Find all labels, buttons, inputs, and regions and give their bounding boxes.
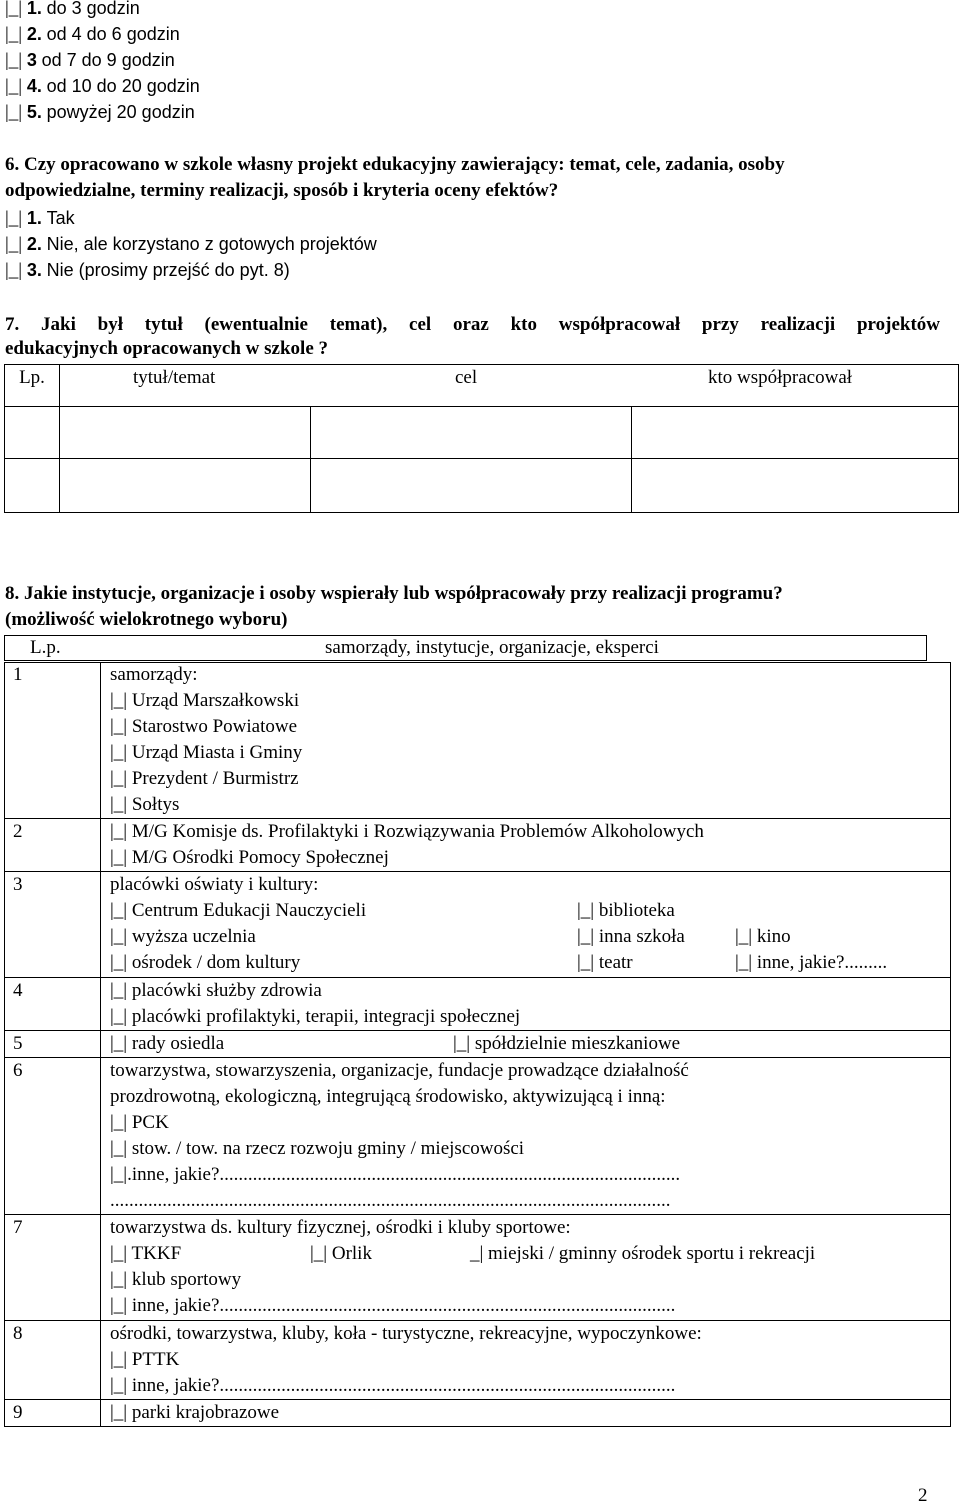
- q5-option-1[interactable]: [5, 0, 140, 20]
- checkbox-option[interactable]: |_| TKKF: [110, 1243, 182, 1264]
- row-divider: [4, 1399, 951, 1400]
- checkbox[interactable]: |_|: [5, 0, 23, 19]
- option-number: 5.: [26, 102, 42, 122]
- row-number: 2: [13, 821, 23, 842]
- row-number: 8: [13, 1323, 23, 1344]
- row-number: 1: [13, 664, 23, 685]
- col-header-who: kto współpracował: [708, 367, 853, 388]
- checkbox-option[interactable]: |_| spółdzielnie mieszkaniowe: [453, 1033, 681, 1054]
- row-number: 5: [13, 1033, 23, 1054]
- q7-projects-table: [4, 364, 959, 513]
- row-number: 4: [13, 980, 23, 1001]
- checkbox-option[interactable]: |_| Centrum Edukacji Nauczycieli: [110, 900, 367, 921]
- checkbox-option[interactable]: _| miejski / gminny ośrodek sportu i rekreacji: [470, 1243, 816, 1264]
- checkbox-option[interactable]: |_| Sołtys: [110, 794, 180, 815]
- checkbox[interactable]: |_|: [5, 234, 23, 255]
- table-header-row: [4, 635, 927, 661]
- col-header-group: [60, 365, 959, 407]
- checkbox[interactable]: |_|: [5, 260, 23, 281]
- row-divider: [4, 1320, 951, 1321]
- col-header-goal: cel: [455, 367, 478, 388]
- option-label: do 3 godzin: [46, 0, 140, 18]
- table-cell-title[interactable]: [60, 407, 311, 459]
- row-divider: [4, 818, 951, 819]
- row-divider: [4, 977, 951, 978]
- checkbox-option[interactable]: |_| klub sportowy: [110, 1269, 242, 1290]
- checkbox-option[interactable]: |_| parki krajobrazowe: [110, 1402, 280, 1423]
- table-row: [5, 459, 959, 513]
- row-divider: [4, 1214, 951, 1215]
- row-number: 3: [13, 874, 23, 895]
- q6-title-line2: odpowiedzialne, terminy realizacji, sposób i kryteria oceny efektów?: [5, 180, 559, 201]
- checkbox[interactable]: |_|: [5, 102, 23, 123]
- row-divider: [4, 1030, 951, 1031]
- option-label: od 10 do 20 godzin: [46, 76, 200, 96]
- row-category-label: towarzystwa ds. kultury fizycznej, ośrodki i kluby sportowe:: [110, 1217, 571, 1238]
- page-number: 2: [918, 1485, 928, 1506]
- other-input-line[interactable]: |_|.inne, jakie?.................................................................................................: [110, 1164, 681, 1185]
- table-cell-lp[interactable]: [5, 459, 60, 513]
- option-number: 3: [26, 50, 37, 70]
- q7-title-line2: edukacyjnych opracowanych w szkole ?: [5, 338, 329, 359]
- checkbox-option[interactable]: |_| Prezydent / Burmistrz: [110, 768, 299, 789]
- table-cell-goal[interactable]: [311, 407, 632, 459]
- q6-option-3[interactable]: [5, 259, 290, 282]
- checkbox-option[interactable]: |_| Orlik: [310, 1243, 372, 1264]
- checkbox-option[interactable]: |_| inne, jakie?.........: [735, 952, 888, 973]
- checkbox[interactable]: |_|: [5, 208, 23, 229]
- col-header-desc: samorządy, instytucje, organizacje, eksperci: [325, 637, 659, 658]
- q6-title-line1: 6. Czy opracowano w szkole własny projekt edukacyjny zawierający: temat, cele, zadania, osoby: [5, 154, 785, 175]
- q5-option-2[interactable]: [5, 23, 180, 46]
- checkbox-option[interactable]: |_| wyższa uczelnia: [110, 926, 256, 947]
- col-header-lp: Lp.: [5, 365, 60, 407]
- table-cell-who[interactable]: [632, 407, 959, 459]
- checkbox[interactable]: |_|: [5, 76, 23, 97]
- checkbox[interactable]: |_|: [5, 24, 23, 45]
- checkbox-option[interactable]: |_| M/G Ośrodki Pomocy Społecznej: [110, 847, 389, 868]
- table-cell-lp[interactable]: [5, 407, 60, 459]
- table-header-row: [5, 365, 959, 407]
- row-category-label: placówki oświaty i kultury:: [110, 874, 319, 895]
- q8-title-line2: (możliwość wielokrotnego wyboru): [5, 609, 288, 630]
- checkbox-option[interactable]: |_| Urząd Miasta i Gminy: [110, 742, 303, 763]
- q8-title-line1: 8. Jakie instytucje, organizacje i osoby wspierały lub współpracowały przy realizacji programu?: [5, 583, 783, 604]
- q5-option-3[interactable]: [5, 49, 175, 72]
- option-number: 3.: [26, 260, 42, 280]
- row-number: 6: [13, 1060, 23, 1081]
- col-header-title: tytuł/temat: [133, 367, 216, 388]
- option-label: Nie, ale korzystano z gotowych projektów: [46, 234, 377, 254]
- other-input-line[interactable]: |_| inne, jakie?................................................................................................: [110, 1375, 676, 1396]
- row-divider: [4, 871, 951, 872]
- row-category-label: prozdrowotną, ekologiczną, integrującą środowisko, aktywizującą i inną:: [110, 1086, 666, 1107]
- checkbox-option[interactable]: |_| Starostwo Powiatowe: [110, 716, 298, 737]
- checkbox-option[interactable]: |_| stow. / tow. na rzecz rozwoju gminy / miejscowości: [110, 1138, 525, 1159]
- option-label: Tak: [46, 208, 75, 228]
- option-label: od 7 do 9 godzin: [41, 50, 175, 70]
- option-number: 1.: [26, 0, 42, 18]
- checkbox-option[interactable]: |_| placówki służby zdrowia: [110, 980, 322, 1001]
- option-number: 1.: [26, 208, 42, 228]
- checkbox-option[interactable]: |_| placówki profilaktyki, terapii, integracji społecznej: [110, 1006, 521, 1027]
- row-category-label: towarzystwa, stowarzyszenia, organizacje, fundacje prowadzące działalność: [110, 1060, 689, 1081]
- option-number: 4.: [26, 76, 42, 96]
- row-category-label: ośrodki, towarzystwa, kluby, koła - turystyczne, rekreacyjne, wypoczynkowe:: [110, 1323, 702, 1344]
- checkbox-option[interactable]: |_| rady osiedla: [110, 1033, 225, 1054]
- option-label: powyżej 20 godzin: [46, 102, 195, 122]
- checkbox-option[interactable]: |_| PCK: [110, 1112, 169, 1133]
- other-input-line[interactable]: |_| inne, jakie?................................................................................................: [110, 1295, 676, 1316]
- q5-option-4[interactable]: [5, 75, 200, 98]
- row-number: 7: [13, 1217, 23, 1238]
- column-divider: [100, 662, 101, 1427]
- checkbox-option[interactable]: |_| ośrodek / dom kultury: [110, 952, 301, 973]
- checkbox-option[interactable]: |_| biblioteka: [577, 900, 675, 921]
- table-cell-goal[interactable]: [311, 459, 632, 513]
- table-row: [5, 407, 959, 459]
- checkbox-option[interactable]: |_| Urząd Marszałkowski: [110, 690, 300, 711]
- col-header-lp: L.p.: [30, 637, 61, 658]
- row-number: 9: [13, 1402, 23, 1423]
- q7-title-line1: 7. Jaki był tytuł (ewentualnie temat), cel oraz kto współpracował przy realizacji projektów: [5, 314, 940, 335]
- table-cell-title[interactable]: [60, 459, 311, 513]
- checkbox-option[interactable]: |_| M/G Komisje ds. Profilaktyki i Rozwiązywania Problemów Alkoholowych: [110, 821, 704, 842]
- checkbox-option[interactable]: |_| teatr: [577, 952, 633, 973]
- option-label: Nie (prosimy przejść do pyt. 8): [46, 260, 290, 280]
- q6-option-1[interactable]: [5, 207, 75, 230]
- other-input-line[interactable]: ......................................................................................................................: [110, 1190, 671, 1211]
- option-number: 2.: [26, 234, 42, 254]
- option-label: od 4 do 6 godzin: [46, 24, 180, 44]
- checkbox-option[interactable]: |_| PTTK: [110, 1349, 180, 1370]
- checkbox[interactable]: |_|: [5, 50, 23, 71]
- table-cell-who[interactable]: [632, 459, 959, 513]
- row-category-label: samorządy:: [110, 664, 198, 685]
- q5-option-5[interactable]: [5, 101, 195, 124]
- row-divider: [4, 1057, 951, 1058]
- option-number: 2.: [26, 24, 42, 44]
- checkbox-option[interactable]: |_| kino: [735, 926, 791, 947]
- checkbox-option[interactable]: |_| inna szkoła: [577, 926, 685, 947]
- q6-option-2[interactable]: [5, 233, 377, 256]
